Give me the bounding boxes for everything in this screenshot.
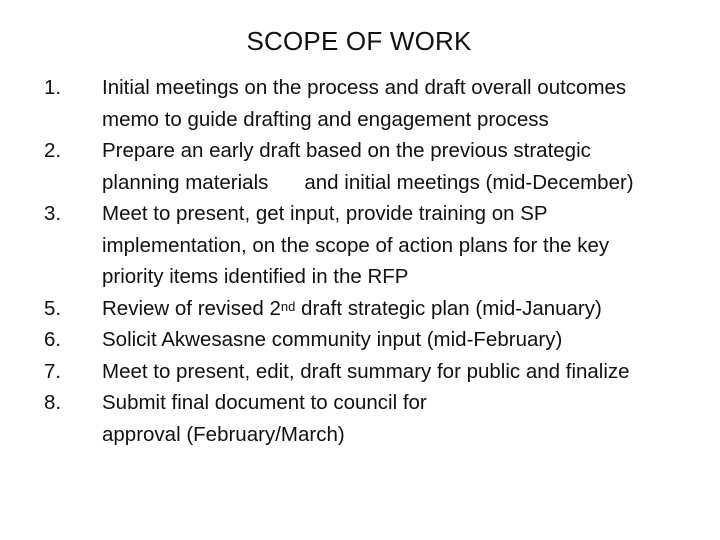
- item-text: [102, 198, 714, 293]
- item-text: [102, 135, 714, 198]
- item-line: Meet to present, edit, draft summary for public and finalize: [102, 359, 630, 383]
- item-line: memo to guide drafting and engagement process: [102, 107, 549, 131]
- item-number: 8.: [44, 391, 62, 414]
- list-item: [0, 135, 720, 198]
- item-number: 5.: [44, 296, 62, 320]
- list-item: [0, 324, 720, 356]
- item-text: [102, 72, 714, 135]
- ordinal-superscript: nd: [280, 298, 296, 314]
- item-line: Meet to present, get input, provide training on SP: [102, 202, 548, 225]
- item-text: [102, 324, 714, 356]
- item-line: [102, 293, 714, 325]
- list-item: [0, 356, 720, 388]
- item-number: 6.: [44, 328, 62, 351]
- item-line: approval (February/March): [102, 422, 345, 446]
- scope-list: [0, 72, 720, 450]
- item-line: Initial meetings on the process and draft overall outcomes: [102, 76, 627, 99]
- item-number: 7.: [44, 359, 62, 383]
- item-text-before: Review of revised 2: [102, 296, 281, 320]
- item-line: implementation, on the scope of action plans for the key: [102, 233, 610, 257]
- list-item: [0, 72, 720, 135]
- page-title: SCOPE OF WORK: [246, 26, 472, 56]
- list-item: [0, 198, 720, 293]
- item-number: 1.: [44, 76, 62, 99]
- item-line-part: planning materials: [102, 170, 269, 194]
- item-line: priority items identified in the RFP: [102, 265, 409, 288]
- item-number: 3.: [44, 202, 62, 225]
- item-text-after: draft strategic plan (mid-January): [295, 296, 602, 320]
- item-text: [102, 356, 714, 388]
- item-text: [102, 387, 714, 450]
- item-number: 2.: [44, 139, 62, 162]
- item-line: Solicit Akwesasne community input (mid-February): [102, 328, 563, 351]
- list-item: [0, 387, 720, 450]
- item-line: Prepare an early draft based on the previous strategic: [102, 139, 591, 162]
- list-item: [0, 293, 720, 325]
- item-line: Submit final document to council for: [102, 391, 427, 414]
- item-line-split: [102, 167, 714, 199]
- item-text: [102, 293, 714, 325]
- item-line-part: and initial meetings (mid-December): [304, 170, 634, 194]
